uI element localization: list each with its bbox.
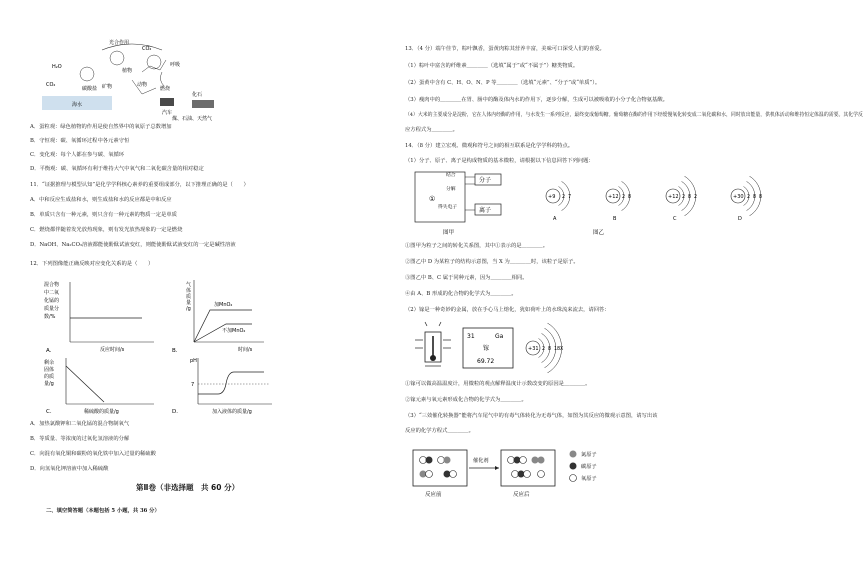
graph-d — [152, 356, 282, 416]
fig2-shell-count: 2 — [622, 195, 626, 200]
ga-symbol: Ga — [495, 333, 504, 340]
cycle-label: 海水 — [72, 102, 83, 108]
fig2-shell-count: 2 — [682, 195, 686, 200]
graph-c-letter: C． — [46, 409, 56, 415]
carbon-cycle-diagram — [42, 40, 222, 122]
q13-part4: （4）大米的主要成分是淀粉，它在人体内经酶的作用，与水发生一系列反应，最终变成葡萄糖。葡萄糖在酶的作用下经缓慢氧化转变成二氧化碳和水，同时放出能量，供机体活动和维持恒定体温的需要。其化学反 — [405, 112, 863, 118]
section-two-title: 二、填空简答题（本题包括 5 小题，共 36 分） — [46, 508, 160, 514]
ga-name: 镓 — [483, 345, 490, 352]
ga-nucleus: +31 — [528, 346, 539, 352]
fig2-letter: D — [738, 216, 742, 222]
gain-lose-label: 得失电子 — [438, 205, 458, 210]
legend-oxygen: 氧原子 — [581, 476, 597, 482]
graph-b-ylabel: 量 — [186, 300, 192, 306]
catalyst-label: 催化剂 — [473, 458, 489, 464]
fig2-shell-count: 8 — [628, 195, 632, 200]
gallium-figure — [405, 320, 605, 378]
fig2-shell-count: 7 — [568, 195, 572, 200]
q12-option-b: B．等质量、等浓度的过氧化氢溶液的分解 — [30, 436, 130, 442]
cycle-label: 汽车 — [162, 110, 173, 116]
fig2-nucleus: +12 — [668, 194, 679, 200]
cycle-label: 碳酸盐 — [82, 86, 98, 92]
fig2-atom — [731, 176, 762, 222]
fig2-atom — [606, 181, 631, 222]
graph-d-ylabel: pH — [190, 358, 197, 364]
q14-part3-equation: 反应的化学方程式＿＿＿＿。 — [405, 428, 474, 434]
q11-option-c: C．燃烧都伴随着发光放热现象，则有发光放热现象的一定是燃烧 — [30, 227, 183, 233]
q14-sub4: ④由 A、B 形成的化合物的化学式为＿＿＿＿。 — [405, 291, 517, 297]
graph-d-tick: 7 — [191, 382, 195, 388]
graph-b-ylabel: 体 — [186, 288, 192, 294]
fig1-label: 图甲 — [443, 230, 455, 236]
graph-a — [44, 278, 164, 356]
ga-mass: 69.72 — [477, 358, 495, 365]
graph-a-ylabel: 质量分 — [44, 306, 60, 312]
q10-option-d: D．平衡观：碳、氧循环有利于维持大气中氧气和二氧化碳含量的相对稳定 — [30, 166, 204, 172]
q14-sub2: ②图乙中 D 为某粒子的结构示意图，当 X 为＿＿＿＿时，该粒子是原子。 — [405, 259, 579, 265]
graph-a-letter: A． — [46, 348, 56, 354]
cycle-label: 植物 — [122, 68, 133, 74]
ga-shell-count: 18 — [554, 347, 561, 352]
fig2-atom — [546, 181, 571, 222]
q13-part4-equation: 应方程式为＿＿＿＿。 — [405, 127, 458, 133]
q14-sub1: ①图甲为粒子之间的转化关系图，其中①表示的是＿＿＿＿。 — [405, 243, 549, 249]
q14-part2: （2）镓是一种奇妙的金属，放在手心马上熔化，犹如荷叶上的水珠流来流去，请回答： — [405, 307, 610, 313]
fig2-nucleus: +30 — [733, 194, 744, 200]
cycle-label: H₂O — [52, 64, 62, 70]
graph-a-ylabel: 化锰的 — [44, 298, 60, 304]
q13-part1: （1）粽叶中富含的纤维素＿＿＿＿（选填“属于”或“不属于”）糖类物质。 — [405, 63, 579, 69]
fig2-nucleus: +12 — [608, 194, 619, 200]
q12-stem: 12．下列图像能正确反映对应变化关系的是（ ） — [30, 261, 154, 267]
graph-b-ylabel: 质 — [186, 294, 192, 300]
cycle-label: CO₂ — [142, 46, 152, 52]
ga-shell-count: 8 — [548, 347, 552, 352]
graph-d-xlabel: 加入液体的质量/g — [212, 409, 252, 415]
q14-2-sub2: ②镓元素与氧元素形成化合物的化学式为＿＿＿＿。 — [405, 397, 527, 403]
combine-label: 结合 — [446, 173, 456, 178]
before-label: 反应前 — [425, 492, 442, 498]
box-center-label: ① — [429, 195, 436, 203]
cycle-label: 煤、石油、天然气 — [172, 116, 213, 122]
q10-option-c: C．变化观：每个人都在参与碳、氧循环 — [30, 152, 125, 158]
graph-a-xlabel: 反应时间/s — [100, 347, 125, 353]
q13-part2: （2）蛋黄中含有 C、H、O、N、P 等＿＿＿＿（选填“元素”、“分子”或“单质”）。 — [405, 80, 601, 86]
ga-number: 31 — [467, 333, 475, 340]
q10-option-a: A．蛋粒观：绿色植物的作用是使自然界中的氧原子总数增加 — [30, 124, 172, 130]
fig2-nucleus: +9 — [548, 194, 556, 200]
graph-c-ylabel: 剩余 — [44, 360, 55, 366]
q12-option-a: A．加热氯酸钾和二氧化锰的混合物制氧气 — [30, 421, 130, 427]
cycle-label: CO₂ — [46, 82, 56, 88]
graph-b-line2: 不加MnO₂ — [222, 328, 246, 334]
q11-option-b: B．单质只含有一种元素，则只含有一种元素的物质一定是单质 — [30, 212, 177, 218]
q11-option-d: D．NaOH、Na₂CO₃溶液都能使酚酞试液变红，则能使酚酞试液变红的一定是碱性溶液 — [30, 242, 236, 248]
fig2-shell-count: 2 — [747, 195, 751, 200]
particle-figures — [413, 168, 775, 238]
graph-c-ylabel: 固体 — [44, 367, 55, 373]
fig2-label: 图乙 — [593, 230, 605, 236]
cycle-label: 动物 — [137, 82, 148, 88]
fig2-atom — [666, 176, 697, 222]
q13-part3: （3）瘦肉中的＿＿＿＿在胃、肠中的酶及体内水的作用下，逐步分解，生成可以被吸收的小分子化合物氨基酸。 — [405, 97, 668, 103]
box-ion: 离子 — [479, 207, 492, 214]
fig2-shell-count: 8 — [753, 195, 757, 200]
fig2-shell-count: 2 — [562, 195, 566, 200]
ga-atom — [526, 323, 564, 373]
fig2-shell-count: 8 — [759, 195, 763, 200]
box-molecule: 分子 — [479, 177, 492, 184]
cycle-label: 矿物 — [102, 84, 113, 90]
cycle-label: 燃烧 — [160, 86, 171, 92]
cycle-label: 化石 — [192, 92, 203, 98]
q14-part3: （3）“三效催化转换器”能将汽车尾气中的有毒气体转化为无毒气体，如图为其反应的微观示意图，请写出该 — [405, 413, 658, 419]
graph-b-ylabel: 气 — [186, 282, 192, 288]
graph-a-ylabel: 混合物 — [44, 282, 60, 288]
q12-option-d: D．向氢氧化钾溶液中加入稀硫酸 — [30, 466, 109, 472]
ga-shell-count: X — [560, 347, 564, 352]
graph-d-letter: D． — [172, 409, 182, 415]
q11-stem: 11．“证据推理与模型认知”是化学学科核心素养的重要组成部分，以下推理正确的是（ ） — [30, 182, 249, 188]
graph-b-ylabel: /g — [186, 306, 191, 312]
graph-a-ylabel: 数/% — [44, 314, 56, 320]
fig2-letter: B — [613, 216, 617, 222]
cycle-label: 呼吸 — [170, 62, 181, 68]
q14-part1: （1）分子、原子、离子是构成物质的基本微粒，请根据以下信息回答下列问题： — [405, 158, 594, 164]
graph-a-ylabel: 中二氧 — [44, 290, 60, 296]
graph-c — [44, 356, 164, 416]
q10-option-b: B．守恒观：碳、氧循环过程中各元素守恒 — [30, 138, 130, 144]
q14-sub3: ③图乙中 B、C 属于同种元素，因为＿＿＿＿相同。 — [405, 275, 528, 281]
fig2-shell-count: 8 — [688, 195, 692, 200]
fig2-shell-count: 2 — [694, 195, 698, 200]
reaction-diagram — [411, 440, 671, 502]
graph-b-line1: 加MnO₂ — [214, 302, 233, 308]
cycle-label: 光合作用 — [109, 40, 130, 46]
gallium-element-cell — [463, 328, 513, 368]
decompose-label: 分解 — [446, 187, 456, 192]
legend-nitrogen: 氮原子 — [581, 452, 597, 458]
fig2-letter: A — [553, 216, 557, 222]
thermometer-icon — [415, 322, 451, 366]
graph-c-ylabel: 的质 — [44, 374, 55, 380]
graph-c-xlabel: 稀硫酸的质量/g — [84, 409, 119, 415]
legend-carbon: 碳原子 — [581, 464, 597, 470]
q13-intro: 13．（4 分）端午佳节，粽叶飘香，蛋黄肉粽其营养丰富，美味可口深受人们的喜爱。 — [405, 46, 605, 52]
part-two-title: 第Ⅱ卷（非选择题 共 60 分） — [136, 483, 240, 492]
q12-option-c: C．向混有氧化铜和碳粉的氧化铁中加入过量的稀硫酸 — [30, 451, 156, 457]
q14-intro: 14．（8 分）建立宏观、微观和符号之间的相互联系是化学学科的特点。 — [405, 143, 574, 149]
after-label: 反应后 — [513, 492, 530, 498]
ga-shell-count: 2 — [542, 347, 546, 352]
q11-option-a: A．中和反应生成盐和水，则生成盐和水的反应都是中和反应 — [30, 197, 172, 203]
graph-b-letter: B． — [172, 348, 182, 354]
fig2-letter: C — [673, 216, 677, 222]
q14-2-sub1: ①镓可以做高温温度计，用微粒的观点解释温度计示数改变的原因是＿＿＿＿。 — [405, 381, 591, 387]
graph-b-xlabel: 时间/s — [238, 347, 253, 353]
graph-b — [152, 278, 272, 356]
graph-c-ylabel: 量/g — [44, 381, 54, 387]
